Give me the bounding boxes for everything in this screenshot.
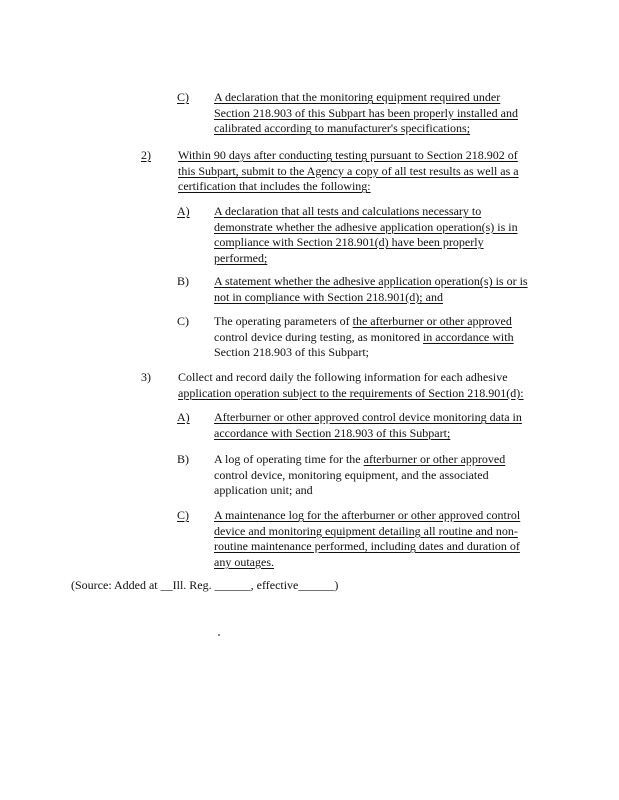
- list-item-text: Within 90 days after conducting testing pursuant to Section 218.902 of this Subpart, submit to the Agency a copy of all test results as well as a certification that includes the following:: [178, 148, 519, 193]
- list-marker: 2): [141, 148, 151, 162]
- list-item-text: A declaration that the monitoring equipment required under Section 218.903 of this Subpart has been properly installed and calibrated according to manufacturer's specifications;: [214, 90, 518, 135]
- list-item-text: Afterburner or other approved control device monitoring data in accordance with Section 218.903 of this Subpart;: [214, 410, 522, 440]
- stray-mark: [218, 634, 220, 636]
- list-item-text: A statement whether the adhesive application operation(s) is or is not in compliance with Section 218.901(d); and: [214, 274, 528, 304]
- list-marker: A): [177, 204, 190, 218]
- list-item-text: A maintenance log for the afterburner or other approved control device and monitoring equipment detailing all routine and non- routine maintenance performed, including dates and duration of any outages.: [214, 508, 521, 569]
- list-item-text: A log of operating time for the afterburner or other approved control device, monitoring equipment, and the associated application unit; and: [214, 452, 506, 497]
- list-marker: A): [177, 410, 190, 424]
- source-note: (Source: Added at __Ill. Reg. ______, effective______): [71, 578, 339, 592]
- list-marker: C): [177, 508, 189, 522]
- list-marker: B): [177, 452, 189, 466]
- list-marker: C): [177, 314, 189, 328]
- list-marker: C): [177, 90, 189, 104]
- list-item-text: The operating parameters of the afterburner or other approved control device during testing, as monitored in accordance with Section 218.903 of this Subpart;: [214, 314, 514, 359]
- list-marker: B): [177, 274, 189, 288]
- list-item-text: Collect and record daily the following information for each adhesive application operation subject to the requirements of Section 218.901(d):: [178, 370, 524, 400]
- list-item-text: A declaration that all tests and calculations necessary to demonstrate whether the adhesive application operation(s) is in compliance with Section 218.901(d) have been properly performed;: [214, 204, 518, 265]
- list-marker: 3): [141, 370, 151, 384]
